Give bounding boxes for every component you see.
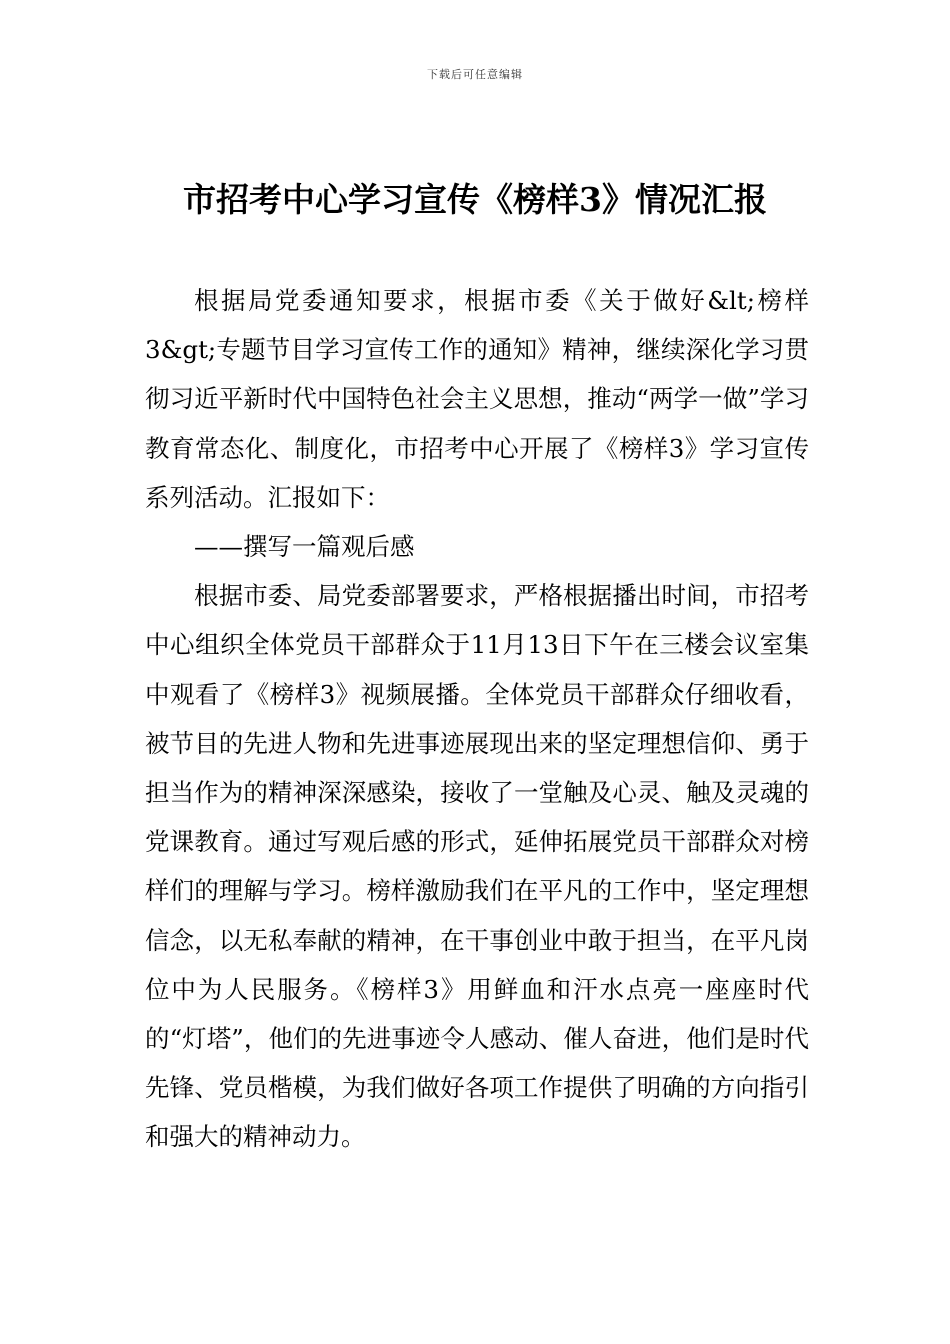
intro-paragraph: 根据局党委通知要求，根据市委《关于做好&lt;榜样3&gt;专题节目学习宣传工作的通知》精神，继续深化学习贯彻习近平新时代中国特色社会主义思想，推动“两学一做”学习教育常态化、制度化，市招考中心开展了《榜样3》学习宣传系列活动。汇报如下： <box>145 286 809 512</box>
document-body <box>145 276 809 1162</box>
header-note: 下载后可任意编辑 <box>427 68 523 81</box>
section-heading: ——撰写一篇观后感 <box>194 532 415 562</box>
body-paragraph: 根据市委、局党委部署要求，严格根据播出时间，市招考中心组织全体党员干部群众于11月13日下午在三楼会议室集中观看了《榜样3》视频展播。全体党员干部群众仔细收看，被节目的先进人物和先进事迹展现出来的坚定理想信仰、勇于担当作为的精神深深感染，接收了一堂触及心灵、触及灵魂的党课教育。通过写观后感的形式，延伸拓展党员干部群众对榜样们的理解与学习。榜样激励我们在平凡的工作中，坚定理想信念，以无私奉献的精神，在干事创业中敢于担当，在平凡岗位中为人民服务。《榜样3》用鲜血和汗水点亮一座座时代的“灯塔”，他们的先进事迹令人感动、催人奋进，他们是时代先锋、党员楷模，为我们做好各项工作提供了明确的方向指引和强大的精神动力。 <box>145 581 809 1152</box>
document-title: 市招考中心学习宣传《榜样3》情况汇报 <box>183 180 767 219</box>
